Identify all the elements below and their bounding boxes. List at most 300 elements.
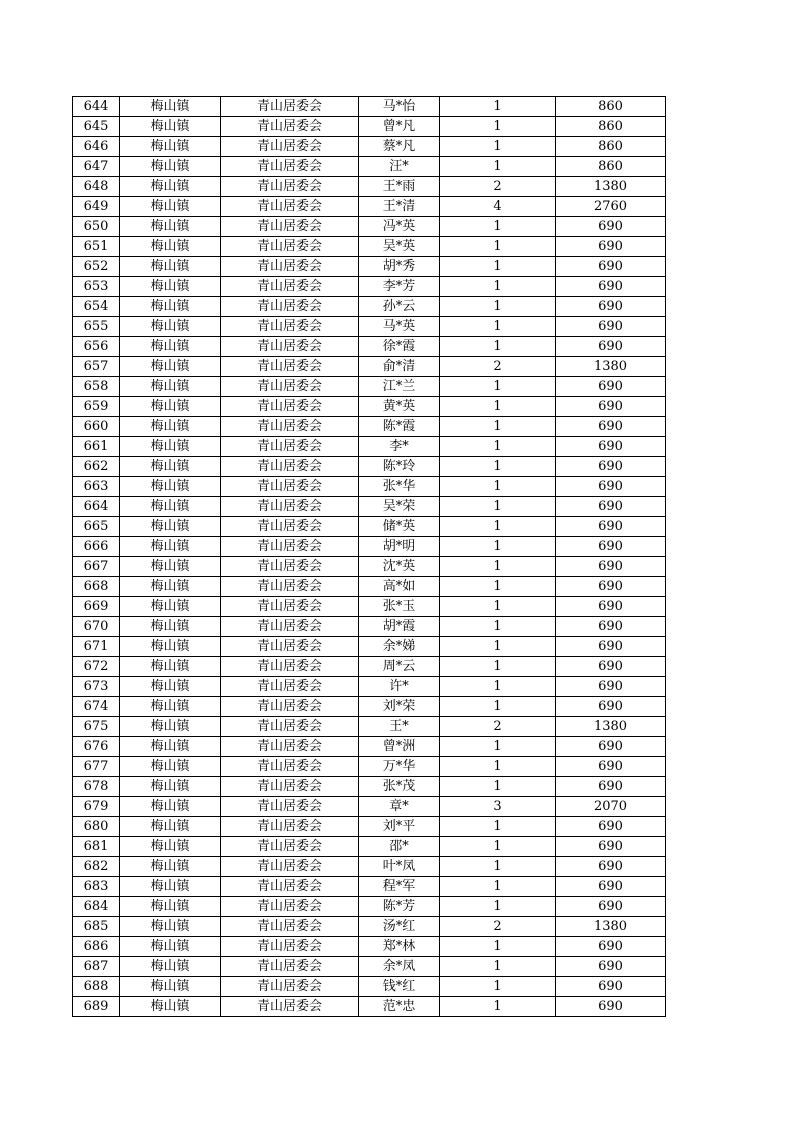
committee-cell: 青山居委会 bbox=[221, 617, 359, 637]
name-cell: 范*忠 bbox=[359, 997, 440, 1017]
name-cell: 高*如 bbox=[359, 577, 440, 597]
committee-cell: 青山居委会 bbox=[221, 537, 359, 557]
count-cell: 1 bbox=[440, 937, 556, 957]
row-number-cell: 650 bbox=[73, 217, 120, 237]
committee-cell: 青山居委会 bbox=[221, 657, 359, 677]
town-cell: 梅山镇 bbox=[120, 757, 221, 777]
row-number-cell: 655 bbox=[73, 317, 120, 337]
town-cell: 梅山镇 bbox=[120, 797, 221, 817]
town-cell: 梅山镇 bbox=[120, 357, 221, 377]
row-number-cell: 686 bbox=[73, 937, 120, 957]
row-number-cell: 683 bbox=[73, 877, 120, 897]
table-row bbox=[73, 397, 666, 417]
town-cell: 梅山镇 bbox=[120, 677, 221, 697]
amount-cell: 860 bbox=[556, 117, 666, 137]
table-row bbox=[73, 157, 666, 177]
table-row bbox=[73, 817, 666, 837]
amount-cell: 690 bbox=[556, 857, 666, 877]
committee-cell: 青山居委会 bbox=[221, 177, 359, 197]
name-cell: 周*云 bbox=[359, 657, 440, 677]
table-row bbox=[73, 657, 666, 677]
count-cell: 1 bbox=[440, 477, 556, 497]
count-cell: 1 bbox=[440, 517, 556, 537]
amount-cell: 860 bbox=[556, 137, 666, 157]
count-cell: 1 bbox=[440, 297, 556, 317]
town-cell: 梅山镇 bbox=[120, 477, 221, 497]
count-cell: 1 bbox=[440, 217, 556, 237]
table-row bbox=[73, 977, 666, 997]
committee-cell: 青山居委会 bbox=[221, 877, 359, 897]
count-cell: 1 bbox=[440, 237, 556, 257]
amount-cell: 690 bbox=[556, 497, 666, 517]
row-number-cell: 644 bbox=[73, 97, 120, 117]
row-number-cell: 671 bbox=[73, 637, 120, 657]
row-number-cell: 688 bbox=[73, 977, 120, 997]
name-cell: 俞*清 bbox=[359, 357, 440, 377]
town-cell: 梅山镇 bbox=[120, 557, 221, 577]
amount-cell: 2070 bbox=[556, 797, 666, 817]
row-number-cell: 667 bbox=[73, 557, 120, 577]
name-cell: 沈*英 bbox=[359, 557, 440, 577]
count-cell: 1 bbox=[440, 877, 556, 897]
amount-cell: 690 bbox=[556, 757, 666, 777]
amount-cell: 690 bbox=[556, 397, 666, 417]
name-cell: 胡*明 bbox=[359, 537, 440, 557]
table-row bbox=[73, 557, 666, 577]
committee-cell: 青山居委会 bbox=[221, 317, 359, 337]
row-number-cell: 681 bbox=[73, 837, 120, 857]
count-cell: 2 bbox=[440, 917, 556, 937]
amount-cell: 690 bbox=[556, 577, 666, 597]
name-cell: 万*华 bbox=[359, 757, 440, 777]
count-cell: 1 bbox=[440, 337, 556, 357]
amount-cell: 690 bbox=[556, 677, 666, 697]
amount-cell: 690 bbox=[556, 277, 666, 297]
count-cell: 1 bbox=[440, 557, 556, 577]
row-number-cell: 659 bbox=[73, 397, 120, 417]
committee-cell: 青山居委会 bbox=[221, 937, 359, 957]
amount-cell: 690 bbox=[556, 457, 666, 477]
amount-cell: 690 bbox=[556, 237, 666, 257]
row-number-cell: 651 bbox=[73, 237, 120, 257]
amount-cell: 690 bbox=[556, 777, 666, 797]
committee-cell: 青山居委会 bbox=[221, 757, 359, 777]
row-number-cell: 652 bbox=[73, 257, 120, 277]
count-cell: 1 bbox=[440, 257, 556, 277]
row-number-cell: 670 bbox=[73, 617, 120, 637]
count-cell: 1 bbox=[440, 997, 556, 1017]
table-row bbox=[73, 217, 666, 237]
town-cell: 梅山镇 bbox=[120, 897, 221, 917]
committee-cell: 青山居委会 bbox=[221, 597, 359, 617]
table-row bbox=[73, 137, 666, 157]
count-cell: 1 bbox=[440, 637, 556, 657]
count-cell: 2 bbox=[440, 717, 556, 737]
town-cell: 梅山镇 bbox=[120, 97, 221, 117]
town-cell: 梅山镇 bbox=[120, 817, 221, 837]
count-cell: 1 bbox=[440, 317, 556, 337]
row-number-cell: 666 bbox=[73, 537, 120, 557]
amount-cell: 860 bbox=[556, 97, 666, 117]
row-number-cell: 648 bbox=[73, 177, 120, 197]
amount-cell: 690 bbox=[556, 537, 666, 557]
name-cell: 胡*秀 bbox=[359, 257, 440, 277]
amount-cell: 690 bbox=[556, 697, 666, 717]
row-number-cell: 647 bbox=[73, 157, 120, 177]
town-cell: 梅山镇 bbox=[120, 637, 221, 657]
name-cell: 钱*红 bbox=[359, 977, 440, 997]
town-cell: 梅山镇 bbox=[120, 877, 221, 897]
committee-cell: 青山居委会 bbox=[221, 557, 359, 577]
row-number-cell: 676 bbox=[73, 737, 120, 757]
table-row bbox=[73, 317, 666, 337]
table-row bbox=[73, 537, 666, 557]
row-number-cell: 680 bbox=[73, 817, 120, 837]
committee-cell: 青山居委会 bbox=[221, 777, 359, 797]
name-cell: 汤*红 bbox=[359, 917, 440, 937]
committee-cell: 青山居委会 bbox=[221, 957, 359, 977]
name-cell: 王*清 bbox=[359, 197, 440, 217]
name-cell: 吴*英 bbox=[359, 237, 440, 257]
town-cell: 梅山镇 bbox=[120, 717, 221, 737]
name-cell: 叶*凤 bbox=[359, 857, 440, 877]
row-number-cell: 672 bbox=[73, 657, 120, 677]
amount-cell: 690 bbox=[556, 897, 666, 917]
name-cell: 李* bbox=[359, 437, 440, 457]
row-number-cell: 654 bbox=[73, 297, 120, 317]
row-number-cell: 665 bbox=[73, 517, 120, 537]
count-cell: 2 bbox=[440, 357, 556, 377]
row-number-cell: 675 bbox=[73, 717, 120, 737]
table-row bbox=[73, 757, 666, 777]
name-cell: 王* bbox=[359, 717, 440, 737]
amount-cell: 690 bbox=[556, 217, 666, 237]
town-cell: 梅山镇 bbox=[120, 977, 221, 997]
count-cell: 1 bbox=[440, 757, 556, 777]
count-cell: 4 bbox=[440, 197, 556, 217]
town-cell: 梅山镇 bbox=[120, 857, 221, 877]
amount-cell: 1380 bbox=[556, 717, 666, 737]
amount-cell: 690 bbox=[556, 997, 666, 1017]
table-row bbox=[73, 457, 666, 477]
row-number-cell: 689 bbox=[73, 997, 120, 1017]
committee-cell: 青山居委会 bbox=[221, 297, 359, 317]
town-cell: 梅山镇 bbox=[120, 597, 221, 617]
name-cell: 马*英 bbox=[359, 317, 440, 337]
committee-cell: 青山居委会 bbox=[221, 477, 359, 497]
committee-cell: 青山居委会 bbox=[221, 277, 359, 297]
amount-cell: 690 bbox=[556, 557, 666, 577]
row-number-cell: 660 bbox=[73, 417, 120, 437]
row-number-cell: 669 bbox=[73, 597, 120, 617]
row-number-cell: 685 bbox=[73, 917, 120, 937]
count-cell: 1 bbox=[440, 437, 556, 457]
name-cell: 蔡*凡 bbox=[359, 137, 440, 157]
count-cell: 1 bbox=[440, 377, 556, 397]
amount-cell: 690 bbox=[556, 317, 666, 337]
name-cell: 徐*霞 bbox=[359, 337, 440, 357]
name-cell: 曾*洲 bbox=[359, 737, 440, 757]
count-cell: 1 bbox=[440, 977, 556, 997]
row-number-cell: 674 bbox=[73, 697, 120, 717]
committee-cell: 青山居委会 bbox=[221, 197, 359, 217]
amount-cell: 690 bbox=[556, 817, 666, 837]
name-cell: 陈*玲 bbox=[359, 457, 440, 477]
town-cell: 梅山镇 bbox=[120, 317, 221, 337]
name-cell: 冯*英 bbox=[359, 217, 440, 237]
name-cell: 郑*林 bbox=[359, 937, 440, 957]
name-cell: 江*兰 bbox=[359, 377, 440, 397]
amount-cell: 690 bbox=[556, 637, 666, 657]
committee-cell: 青山居委会 bbox=[221, 897, 359, 917]
town-cell: 梅山镇 bbox=[120, 197, 221, 217]
amount-cell: 690 bbox=[556, 977, 666, 997]
row-number-cell: 661 bbox=[73, 437, 120, 457]
table-row bbox=[73, 997, 666, 1017]
town-cell: 梅山镇 bbox=[120, 957, 221, 977]
amount-cell: 690 bbox=[556, 437, 666, 457]
table-row bbox=[73, 797, 666, 817]
amount-cell: 690 bbox=[556, 937, 666, 957]
count-cell: 1 bbox=[440, 817, 556, 837]
committee-cell: 青山居委会 bbox=[221, 217, 359, 237]
name-cell: 张*茂 bbox=[359, 777, 440, 797]
table-row bbox=[73, 477, 666, 497]
committee-cell: 青山居委会 bbox=[221, 357, 359, 377]
table-row bbox=[73, 497, 666, 517]
town-cell: 梅山镇 bbox=[120, 577, 221, 597]
amount-cell: 690 bbox=[556, 297, 666, 317]
count-cell: 3 bbox=[440, 797, 556, 817]
table-row bbox=[73, 277, 666, 297]
count-cell: 1 bbox=[440, 777, 556, 797]
table-row bbox=[73, 857, 666, 877]
amount-cell: 690 bbox=[556, 517, 666, 537]
amount-cell: 690 bbox=[556, 417, 666, 437]
amount-cell: 690 bbox=[556, 597, 666, 617]
committee-cell: 青山居委会 bbox=[221, 517, 359, 537]
count-cell: 1 bbox=[440, 157, 556, 177]
committee-cell: 青山居委会 bbox=[221, 817, 359, 837]
committee-cell: 青山居委会 bbox=[221, 257, 359, 277]
name-cell: 陈*芳 bbox=[359, 897, 440, 917]
count-cell: 1 bbox=[440, 117, 556, 137]
table-row bbox=[73, 637, 666, 657]
count-cell: 1 bbox=[440, 537, 556, 557]
town-cell: 梅山镇 bbox=[120, 217, 221, 237]
row-number-cell: 657 bbox=[73, 357, 120, 377]
town-cell: 梅山镇 bbox=[120, 697, 221, 717]
row-number-cell: 649 bbox=[73, 197, 120, 217]
town-cell: 梅山镇 bbox=[120, 837, 221, 857]
row-number-cell: 663 bbox=[73, 477, 120, 497]
amount-cell: 690 bbox=[556, 377, 666, 397]
table-row bbox=[73, 917, 666, 937]
town-cell: 梅山镇 bbox=[120, 777, 221, 797]
name-cell: 李*芳 bbox=[359, 277, 440, 297]
town-cell: 梅山镇 bbox=[120, 517, 221, 537]
committee-cell: 青山居委会 bbox=[221, 137, 359, 157]
amount-cell: 690 bbox=[556, 957, 666, 977]
amount-cell: 690 bbox=[556, 737, 666, 757]
count-cell: 1 bbox=[440, 597, 556, 617]
table-row bbox=[73, 957, 666, 977]
table-row bbox=[73, 937, 666, 957]
town-cell: 梅山镇 bbox=[120, 997, 221, 1017]
count-cell: 1 bbox=[440, 397, 556, 417]
amount-cell: 860 bbox=[556, 157, 666, 177]
town-cell: 梅山镇 bbox=[120, 337, 221, 357]
table-row bbox=[73, 577, 666, 597]
table-row bbox=[73, 517, 666, 537]
row-number-cell: 653 bbox=[73, 277, 120, 297]
count-cell: 1 bbox=[440, 737, 556, 757]
committee-cell: 青山居委会 bbox=[221, 97, 359, 117]
town-cell: 梅山镇 bbox=[120, 117, 221, 137]
amount-cell: 690 bbox=[556, 477, 666, 497]
amount-cell: 1380 bbox=[556, 917, 666, 937]
row-number-cell: 662 bbox=[73, 457, 120, 477]
table-row bbox=[73, 777, 666, 797]
town-cell: 梅山镇 bbox=[120, 297, 221, 317]
committee-cell: 青山居委会 bbox=[221, 337, 359, 357]
count-cell: 1 bbox=[440, 457, 556, 477]
amount-cell: 1380 bbox=[556, 357, 666, 377]
roster-table bbox=[72, 96, 666, 1017]
town-cell: 梅山镇 bbox=[120, 177, 221, 197]
town-cell: 梅山镇 bbox=[120, 157, 221, 177]
count-cell: 1 bbox=[440, 277, 556, 297]
amount-cell: 690 bbox=[556, 837, 666, 857]
table-row bbox=[73, 737, 666, 757]
count-cell: 1 bbox=[440, 857, 556, 877]
name-cell: 陈*霞 bbox=[359, 417, 440, 437]
table-row bbox=[73, 897, 666, 917]
name-cell: 邵* bbox=[359, 837, 440, 857]
town-cell: 梅山镇 bbox=[120, 737, 221, 757]
committee-cell: 青山居委会 bbox=[221, 577, 359, 597]
committee-cell: 青山居委会 bbox=[221, 717, 359, 737]
count-cell: 1 bbox=[440, 677, 556, 697]
committee-cell: 青山居委会 bbox=[221, 737, 359, 757]
name-cell: 程*军 bbox=[359, 877, 440, 897]
row-number-cell: 656 bbox=[73, 337, 120, 357]
committee-cell: 青山居委会 bbox=[221, 237, 359, 257]
town-cell: 梅山镇 bbox=[120, 537, 221, 557]
row-number-cell: 679 bbox=[73, 797, 120, 817]
town-cell: 梅山镇 bbox=[120, 617, 221, 637]
table-row bbox=[73, 697, 666, 717]
town-cell: 梅山镇 bbox=[120, 257, 221, 277]
name-cell: 曾*凡 bbox=[359, 117, 440, 137]
name-cell: 孙*云 bbox=[359, 297, 440, 317]
row-number-cell: 678 bbox=[73, 777, 120, 797]
table-row bbox=[73, 417, 666, 437]
row-number-cell: 687 bbox=[73, 957, 120, 977]
row-number-cell: 664 bbox=[73, 497, 120, 517]
name-cell: 许* bbox=[359, 677, 440, 697]
town-cell: 梅山镇 bbox=[120, 437, 221, 457]
amount-cell: 690 bbox=[556, 617, 666, 637]
name-cell: 马*怡 bbox=[359, 97, 440, 117]
table-row bbox=[73, 197, 666, 217]
name-cell: 余*凤 bbox=[359, 957, 440, 977]
committee-cell: 青山居委会 bbox=[221, 797, 359, 817]
town-cell: 梅山镇 bbox=[120, 657, 221, 677]
row-number-cell: 645 bbox=[73, 117, 120, 137]
town-cell: 梅山镇 bbox=[120, 397, 221, 417]
committee-cell: 青山居委会 bbox=[221, 917, 359, 937]
committee-cell: 青山居委会 bbox=[221, 157, 359, 177]
town-cell: 梅山镇 bbox=[120, 377, 221, 397]
count-cell: 1 bbox=[440, 837, 556, 857]
count-cell: 1 bbox=[440, 577, 556, 597]
row-number-cell: 684 bbox=[73, 897, 120, 917]
count-cell: 1 bbox=[440, 957, 556, 977]
committee-cell: 青山居委会 bbox=[221, 697, 359, 717]
town-cell: 梅山镇 bbox=[120, 277, 221, 297]
committee-cell: 青山居委会 bbox=[221, 857, 359, 877]
amount-cell: 1380 bbox=[556, 177, 666, 197]
town-cell: 梅山镇 bbox=[120, 937, 221, 957]
town-cell: 梅山镇 bbox=[120, 917, 221, 937]
table-row bbox=[73, 257, 666, 277]
count-cell: 1 bbox=[440, 657, 556, 677]
committee-cell: 青山居委会 bbox=[221, 837, 359, 857]
amount-cell: 690 bbox=[556, 337, 666, 357]
name-cell: 刘*平 bbox=[359, 817, 440, 837]
table-row bbox=[73, 337, 666, 357]
count-cell: 1 bbox=[440, 497, 556, 517]
count-cell: 1 bbox=[440, 97, 556, 117]
name-cell: 余*娣 bbox=[359, 637, 440, 657]
table-row bbox=[73, 677, 666, 697]
count-cell: 1 bbox=[440, 137, 556, 157]
count-cell: 1 bbox=[440, 697, 556, 717]
table-row bbox=[73, 597, 666, 617]
table-row bbox=[73, 837, 666, 857]
row-number-cell: 646 bbox=[73, 137, 120, 157]
table-row bbox=[73, 377, 666, 397]
town-cell: 梅山镇 bbox=[120, 457, 221, 477]
committee-cell: 青山居委会 bbox=[221, 977, 359, 997]
town-cell: 梅山镇 bbox=[120, 137, 221, 157]
name-cell: 储*英 bbox=[359, 517, 440, 537]
count-cell: 2 bbox=[440, 177, 556, 197]
name-cell: 吴*荣 bbox=[359, 497, 440, 517]
name-cell: 汪* bbox=[359, 157, 440, 177]
committee-cell: 青山居委会 bbox=[221, 377, 359, 397]
town-cell: 梅山镇 bbox=[120, 497, 221, 517]
table-row bbox=[73, 717, 666, 737]
table-row bbox=[73, 117, 666, 137]
table-row bbox=[73, 437, 666, 457]
committee-cell: 青山居委会 bbox=[221, 437, 359, 457]
row-number-cell: 677 bbox=[73, 757, 120, 777]
committee-cell: 青山居委会 bbox=[221, 397, 359, 417]
table-row bbox=[73, 177, 666, 197]
count-cell: 1 bbox=[440, 617, 556, 637]
table-row bbox=[73, 357, 666, 377]
row-number-cell: 673 bbox=[73, 677, 120, 697]
name-cell: 章* bbox=[359, 797, 440, 817]
table-row bbox=[73, 617, 666, 637]
table-row bbox=[73, 237, 666, 257]
committee-cell: 青山居委会 bbox=[221, 117, 359, 137]
row-number-cell: 668 bbox=[73, 577, 120, 597]
name-cell: 张*华 bbox=[359, 477, 440, 497]
name-cell: 张*玉 bbox=[359, 597, 440, 617]
